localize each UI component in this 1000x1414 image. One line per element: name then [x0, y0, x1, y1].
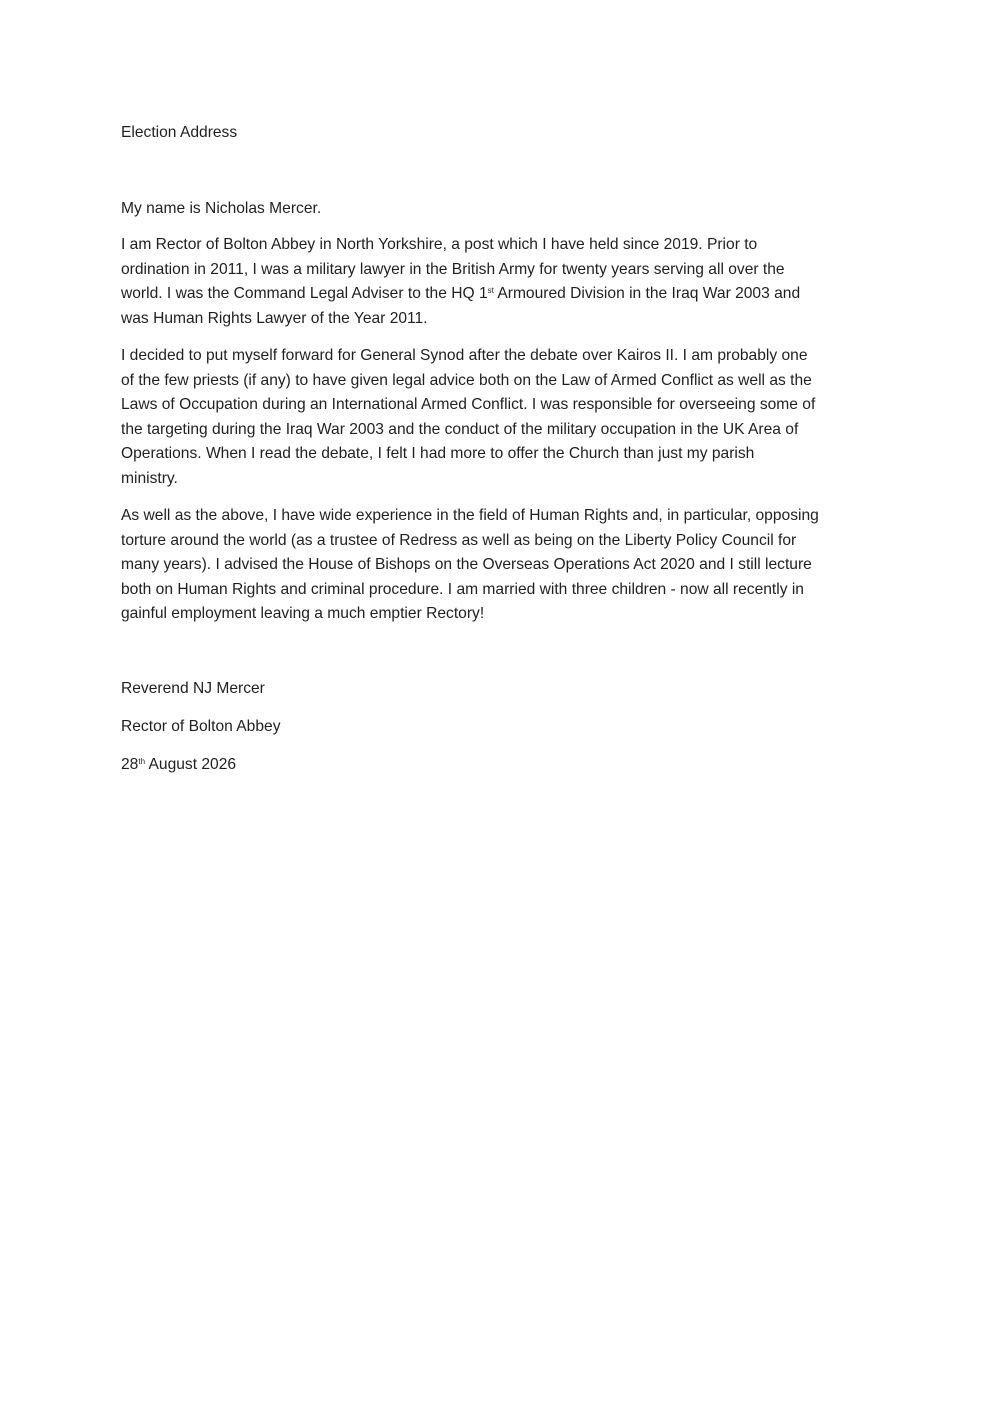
date-month-year: August 2026	[145, 756, 237, 773]
paragraph-background	[121, 233, 883, 331]
text-fragment: world. I was the Command Legal Adviser to the HQ 1	[121, 285, 488, 302]
date-day: 28	[121, 756, 139, 773]
signature-name: Reverend NJ Mercer	[121, 680, 265, 697]
text-line: Operations. When I read the debate, I felt I had more to offer the Church than just my parish	[121, 445, 755, 462]
body-text	[121, 233, 883, 640]
text-line: gainful employment leaving a much emptier Rectory!	[121, 605, 485, 622]
paragraph-motivation	[121, 344, 883, 491]
signature-role: Rector of Bolton Abbey	[121, 718, 281, 735]
date-ordinal-suffix: th	[138, 757, 146, 766]
text-line	[121, 282, 883, 307]
text-fragment: Armoured Division in the Iraq War 2003 and	[493, 285, 801, 302]
text-line: the targeting during the Iraq War 2003 and the conduct of the military occupation in the UK Area of	[121, 420, 799, 438]
text-line: ordination in 2011, I was a military lawyer in the British Army for twenty years serving all over the	[121, 260, 785, 278]
text-line: torture around the world (as a trustee of Redress as well as being on the Liberty Policy Council for	[121, 531, 797, 549]
document-title: Election Address	[121, 124, 238, 141]
text-line: was Human Rights Lawyer of the Year 2011.	[121, 309, 428, 327]
intro-line: My name is Nicholas Mercer.	[121, 200, 322, 217]
text-line: of the few priests (if any) to have given legal advice both on the Law of Armed Conflict as well as the	[121, 371, 812, 389]
paragraph-experience	[121, 504, 883, 627]
text-line: ministry.	[121, 469, 178, 487]
text-line: I decided to put myself forward for General Synod after the debate over Kairos II. I am probably one	[121, 347, 808, 364]
ordinal-suffix: st	[487, 286, 494, 295]
text-line: Laws of Occupation during an International Armed Conflict. I was responsible for overseeing some of	[121, 396, 816, 413]
signature-date	[121, 753, 236, 778]
text-line: I am Rector of Bolton Abbey in North Yorkshire, a post which I have held since 2019. Prior to	[121, 236, 758, 253]
text-line: As well as the above, I have wide experience in the field of Human Rights and, in particular, opposing	[121, 507, 819, 524]
text-line: many years). I advised the House of Bishops on the Overseas Operations Act 2020 and I still lecture	[121, 556, 812, 573]
text-line: both on Human Rights and criminal procedure. I am married with three children - now all recently in	[121, 580, 804, 598]
